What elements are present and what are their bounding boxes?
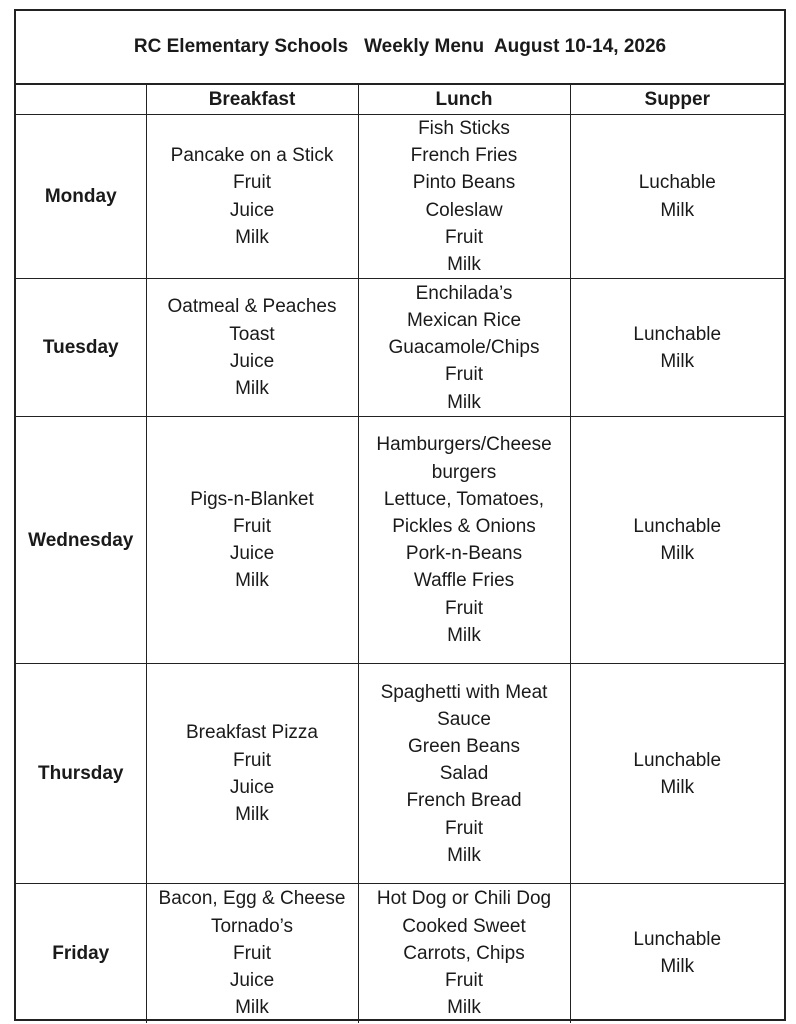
menu-table: [16, 85, 784, 1023]
menu-item: Fruit: [233, 942, 271, 964]
breakfast-cell: [146, 417, 358, 664]
menu-item: Milk: [235, 570, 269, 592]
menu-item: Luchable: [638, 172, 716, 194]
lunch-cell: [358, 279, 570, 417]
day-label: Thursday: [16, 664, 146, 884]
breakfast-cell: [146, 664, 358, 884]
header-row: [16, 85, 784, 115]
menu-item: Spaghetti with Meat: [380, 681, 548, 703]
menu-item: Cooked Sweet: [402, 915, 526, 937]
menu-item: Carrots, Chips: [403, 942, 525, 964]
menu-item: Milk: [447, 624, 481, 646]
supper-cell: [570, 115, 784, 279]
lunch-cell: [358, 884, 570, 1023]
menu-item: Pinto Beans: [412, 172, 516, 194]
menu-item: Fruit: [445, 364, 483, 386]
supper-cell: [570, 417, 784, 664]
menu-item: Pickles & Onions: [392, 516, 536, 538]
menu-item: Salad: [439, 763, 489, 785]
menu-row-tuesday: [16, 279, 784, 417]
menu-item: Milk: [447, 254, 481, 276]
menu-item: Juice: [229, 776, 275, 798]
menu-item: Green Beans: [408, 735, 520, 757]
menu-item: Fish Sticks: [418, 118, 510, 139]
menu-item: Fruit: [445, 817, 483, 839]
menu-item: Milk: [235, 377, 269, 399]
menu-item: Lettuce, Tomatoes,: [383, 488, 545, 510]
header-blank: [16, 85, 146, 115]
menu-item: Lunchable: [633, 516, 722, 538]
menu-item: Toast: [229, 323, 275, 345]
menu-row-wednesday: [16, 417, 784, 664]
menu-item: Fruit: [445, 597, 483, 619]
menu-item: Lunchable: [633, 929, 722, 951]
menu-item: Milk: [235, 803, 269, 825]
menu-item: Pigs-n-Blanket: [190, 488, 314, 510]
lunch-cell: [358, 115, 570, 279]
menu-item: Milk: [447, 997, 481, 1019]
menu-item: Enchilada’s: [415, 282, 513, 304]
menu-item: burgers: [431, 461, 497, 483]
menu-row-friday: [16, 884, 784, 1023]
menu-item: Lunchable: [633, 749, 722, 771]
menu-item: Sauce: [437, 708, 491, 730]
menu-item: Coleslaw: [425, 199, 503, 221]
menu-item: Fruit: [233, 172, 271, 194]
menu-item: Bacon, Egg & Cheese: [158, 888, 346, 910]
menu-item: Pork-n-Beans: [405, 543, 523, 565]
lunch-cell: [358, 417, 570, 664]
menu-item: Guacamole/Chips: [388, 337, 540, 359]
menu-item: Milk: [235, 226, 269, 248]
menu-item: Milk: [660, 543, 695, 565]
menu-item: Hamburgers/Cheese: [376, 434, 552, 456]
header-supper: Supper: [570, 85, 784, 115]
menu-item: Fruit: [445, 226, 483, 248]
menu-item: Juice: [229, 543, 275, 565]
supper-cell: [570, 279, 784, 417]
menu-item: Fruit: [233, 516, 271, 538]
menu-item: Waffle Fries: [413, 570, 515, 592]
supper-cell: [570, 884, 784, 1023]
menu-item: Milk: [235, 997, 269, 1019]
menu-row-monday: [16, 115, 784, 279]
menu-item: Fruit: [233, 749, 271, 771]
lunch-cell: [358, 664, 570, 884]
menu-item: Hot Dog or Chili Dog: [376, 888, 552, 910]
menu-item: Juice: [229, 970, 275, 992]
menu-item: Lunchable: [633, 323, 722, 345]
menu-item: Milk: [447, 844, 481, 866]
header-lunch: Lunch: [358, 85, 570, 115]
menu-item: Pancake on a Stick: [170, 145, 334, 167]
menu-item: Milk: [660, 776, 695, 798]
menu-sheet: [14, 9, 786, 1021]
menu-item: Breakfast Pizza: [186, 722, 318, 744]
menu-item: Juice: [229, 199, 275, 221]
menu-item: Tornado’s: [210, 915, 294, 937]
supper-cell: [570, 664, 784, 884]
day-label: Monday: [16, 115, 146, 279]
header-breakfast: Breakfast: [146, 85, 358, 115]
menu-item: Oatmeal & Peaches: [167, 296, 337, 318]
breakfast-cell: [146, 115, 358, 279]
breakfast-cell: [146, 884, 358, 1023]
menu-row-thursday: [16, 664, 784, 884]
menu-item: Milk: [660, 350, 695, 372]
menu-item: Milk: [660, 199, 695, 221]
menu-item: French Bread: [406, 790, 522, 812]
menu-item: Mexican Rice: [406, 309, 522, 331]
menu-item: Milk: [447, 391, 481, 413]
menu-item: French Fries: [410, 145, 518, 167]
page-title: RC Elementary Schools Weekly Menu August 10-14, 2026: [16, 11, 784, 85]
day-label: Tuesday: [16, 279, 146, 417]
menu-item: Juice: [229, 350, 275, 372]
menu-item: Milk: [660, 956, 695, 978]
breakfast-cell: [146, 279, 358, 417]
menu-item: Fruit: [445, 970, 483, 992]
day-label: Wednesday: [16, 417, 146, 664]
day-label: Friday: [16, 884, 146, 1023]
